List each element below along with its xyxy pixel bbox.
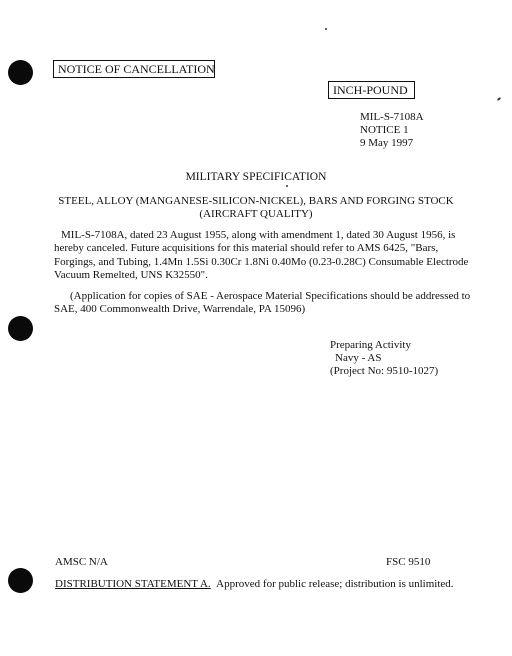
punch-hole-bottom <box>8 568 33 593</box>
punch-hole-top <box>8 60 33 85</box>
notice-of-cancellation-box <box>53 60 215 78</box>
subject-line-2: (AIRCRAFT QUALITY) <box>199 208 313 220</box>
distribution-statement <box>55 577 454 592</box>
application-line: SAE, 400 Commonwealth Drive, Warrendale, PA 15096) <box>54 303 306 316</box>
scan-speck <box>286 185 288 187</box>
cancellation-line: Vacuum Remelted, UNS K32550". <box>54 268 208 281</box>
distribution-statement-text: Approved for public release; distribution is unlimited. <box>216 578 454 590</box>
subject-line-1: STEEL, ALLOY (MANGANESE-SILICON-NICKEL), BARS AND FORGING STOCK <box>58 195 454 207</box>
inch-pound-box <box>328 81 415 99</box>
cancellation-paragraph <box>54 229 474 282</box>
scan-speck <box>325 28 327 30</box>
inch-pound-label: INCH-POUND <box>333 83 408 97</box>
notice-date: 9 May 1997 <box>360 137 414 149</box>
cancellation-line: hereby canceled. Future acquisitions for this material should refer to AMS 6425, "Bars, <box>54 242 439 255</box>
cancellation-line: MIL-S-7108A, dated 23 August 1955, along with amendment 1, dated 30 August 1956, is <box>61 229 456 241</box>
notice-number: NOTICE 1 <box>360 124 409 136</box>
cancellation-line: Forgings, and Tubing, 1.4Mn 1.5Si 0.30Cr 1.8Ni 0.40Mo (0.23-0.28C) Consumable Electrode <box>54 255 469 268</box>
application-paragraph <box>54 290 474 317</box>
application-line: (Application for copies of SAE - Aerospace Material Specifications should be addressed to <box>70 290 471 302</box>
amsc-label: AMSC N/A <box>55 556 108 568</box>
project-number: (Project No: 9510-1027) <box>330 365 439 377</box>
notice-of-cancellation-label: NOTICE OF CANCELLATION <box>58 62 215 76</box>
preparing-activity-label: Preparing Activity <box>330 339 411 351</box>
doc-heading: MILITARY SPECIFICATION <box>185 171 327 183</box>
preparing-activity-org: Navy - AS <box>335 352 382 364</box>
punch-hole-middle <box>8 316 33 341</box>
doc-number: MIL-S-7108A <box>360 111 424 123</box>
distribution-statement-label: DISTRIBUTION STATEMENT A. <box>55 578 211 590</box>
fsc-label: FSC 9510 <box>386 556 431 568</box>
scan-speck <box>497 97 501 101</box>
